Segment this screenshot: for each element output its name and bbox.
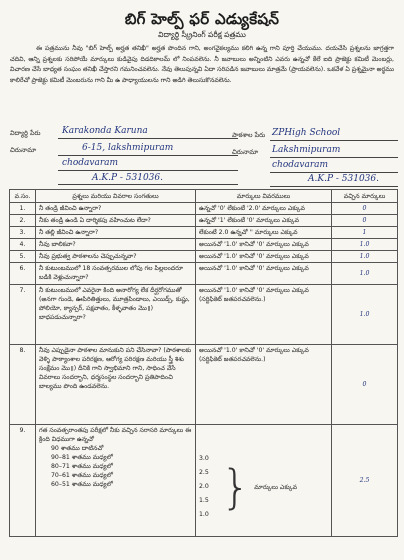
row-marks — [196, 425, 332, 537]
student-address-1: 6-15, lakshmipuram — [82, 143, 174, 153]
sub-marks-list — [199, 452, 221, 522]
form-title: బిగ్ హెల్ప్ ఫర్ ఎడ్యుకేషన్ — [124, 10, 280, 28]
row-score: 0 — [332, 215, 398, 227]
sub-mark: 3.0 — [199, 455, 209, 462]
student-address-3: A.K.P - 531036. — [92, 173, 163, 183]
header-score: వచ్చిన మార్కులు — [332, 190, 398, 203]
row-marks: లేకుంటే 2.0 ఉన్నచో '' మార్కులు ఎక్కువ — [196, 227, 332, 239]
screening-table — [9, 189, 398, 537]
school-address-3: A.K.P - 531036. — [308, 174, 379, 184]
form-subtitle: విద్యార్థి స్క్రీనింగ్ పరీక్ష పత్రము — [158, 30, 246, 39]
row-number: 3. — [10, 227, 36, 239]
row-score: 2.5 — [332, 425, 398, 537]
row-score: 1.0 — [332, 263, 398, 285]
table-row — [10, 215, 398, 227]
header-question: ప్రశ్నలు మరియు వివరాల సంగతులు — [36, 190, 196, 203]
school-name-line — [270, 140, 398, 141]
row-number: 5. — [10, 251, 36, 263]
school-address-line-2 — [270, 172, 398, 173]
table-row — [10, 251, 398, 263]
row-score: 1 — [332, 227, 398, 239]
row-question-text: గత సంవత్సరాంతపు పరీక్షలో నీకు వచ్చిన సరాసరి మార్కులు ఈ క్రింది విధముగా ఉన్నచో — [39, 427, 192, 443]
sub-mark: 1.0 — [199, 511, 209, 518]
row-number: 6. — [10, 263, 36, 285]
row-number: 7. — [10, 285, 36, 345]
student-name-line — [58, 138, 238, 139]
row-question — [36, 425, 196, 537]
row-marks: అయినచో '1.0' కానిచో '0' మార్కులు ఎక్కువ (సర్టిఫికెట్ జతపరచవలెను.) — [196, 345, 332, 425]
row-number: 2. — [10, 215, 36, 227]
row-question: నీవు బాలికవా? — [36, 239, 196, 251]
instructions-paragraph: ఈ పత్రమును నీవు "బిగ్ హెల్ప్ అర్హత తనిఖీ" అర్హత పొందిన గాని, అంగవైకల్యము కలిగి ఉన్న గాని పూర్తి చేయుము. దయచేసి ప్రశ్నలను జాగ్రత్తగా చదివి, ఆన్ని ప్రశ్నలకు సరిపోయే మార్కులు కుడివైపు దిడదికాలమ్ లో నింపవలెను. నీ జవాబులు అన్నింటిని ఎవరు ఉన్నచో కేలే ఐది ప్రాజెక్టు కమిటీ మెంబర్లు, విచారణ చేసే బాధ్యత సంఘం తనిఖీ చేస్తారని గమనించవలెను. నేవు తెలుపున్నవి ఏదా సరిపడిన జవాబులు మాత్రమే (ప్రాయవలెను). ఒకవేళ ఏ ప్రశ్నమైనా అర్థము కాలిరేచో ప్రాజెక్టు కమిటీ మెంబరును గాని మీ ఉ పాధ్యాయులను గాని అడిగి తెలుసుకొనవలెను. — [10, 45, 394, 84]
row-score: 1.0 — [332, 251, 398, 263]
student-address-line-3 — [58, 184, 238, 185]
row-score: 1.0 — [332, 285, 398, 345]
row-marks: అయినచో '1.0' కానిచో '0' మార్కులు ఎక్కువ — [196, 251, 332, 263]
percentage-item: 90–81 శాతము మధ్యలో — [51, 454, 113, 461]
percentage-list — [39, 444, 192, 489]
sub-marks-caption: మార్కులు ఎక్కువ — [254, 483, 297, 491]
student-address-2: chodavaram — [62, 158, 119, 168]
row-number: 4. — [10, 239, 36, 251]
row-marks: అయినచో '1.0' కానిచో '0' మార్కులు ఎక్కువ — [196, 239, 332, 251]
table-row — [10, 425, 398, 537]
row-number: 1. — [10, 203, 36, 215]
student-address-label: చిరునామా — [10, 146, 37, 154]
row-score: 0 — [332, 345, 398, 425]
percentage-item: 70–61 శాతము మధ్యలో — [51, 472, 113, 479]
row-question: నీ కుటుంబములో ఎవరైనా కింది అనారోగ్య లేక దీర్ఘరోగముతో (అనగా గుండె, ఊపిరితిత్తులు, మూత్రపిండాలు, ఎయిడ్స్, కుష్టు, పోలియో, క్యాన్సర్, పక్షవాతం, కీళ్ళవాతం మొ॥) బాధపడుచున్నారా? — [36, 285, 196, 345]
school-address-label: చిరునామా — [232, 148, 259, 156]
percentage-item: 60–51 శాతము మధ్యలో — [51, 481, 113, 488]
student-address-line-1 — [58, 155, 238, 156]
row-question: నీ తల్లి జీవించి ఉన్నారా? — [36, 227, 196, 239]
student-name-label: విద్యార్థి పేరు — [10, 129, 41, 137]
school-name-label: పాఠశాల పేరు — [232, 131, 266, 139]
student-name-value: Karakonda Karuna — [62, 126, 148, 136]
row-question: నీవు ప్రభుత్వ పాఠశాలను చెప్పుచున్నవా? — [36, 251, 196, 263]
sub-mark: 2.5 — [199, 469, 209, 476]
school-address-line-1 — [270, 157, 398, 158]
table-row — [10, 227, 398, 239]
row-question: నీ కుటుంబములో 18 సంవత్సరముల లోపు గల పిల్లలందరూ బడికి వెళ్లుచున్నారా? — [36, 263, 196, 285]
header-marks: మార్కులు వివరములు — [196, 190, 332, 203]
school-address-1: Lakshmipuram — [272, 145, 341, 155]
table-row — [10, 285, 398, 345]
student-address-line-2 — [58, 170, 238, 171]
row-marks: అయినచో '1.0' కానిచో '0' మార్కులు ఎక్కువ — [196, 263, 332, 285]
table-row — [10, 203, 398, 215]
row-number: 8. — [10, 345, 36, 425]
row-marks: అయినచో '1.0' కానిచో '0' మార్కులు ఎక్కువ (సర్టిఫికెట్ జతపరచవలెను.) — [196, 285, 332, 345]
percentage-item: 80–71 శాతము మధ్యలో — [51, 463, 113, 470]
row-marks: ఉన్నచో '1' లేకుంటే '0' మార్కులు ఎక్కువ — [196, 215, 332, 227]
school-address-line-3 — [270, 186, 398, 187]
row-question: నీవు ఎప్పుడైనా పాఠశాల మానుకుని పని చేసినావా? (పాఠశాలకు వెళ్ళి పాఠ్యాంశాల పరిరక్షణ, ఆరోగ్య పరిరక్షణ మరియు స్త్రీ శిశు సంక్షేమం మొ॥) దీనికి గాని స్వాభిమాని గాని, సాధించ వేసే వివరాలు సందర్భాని, ధర్మసంస్థల సందర్భాని ప్రతిపాదించి బాల్యము పొంది ఉండవలెను. — [36, 345, 196, 425]
sub-mark: 1.5 — [199, 497, 209, 504]
school-name-value: ZPHigh School — [272, 128, 341, 138]
school-address-2: chodavaram — [272, 160, 329, 170]
brace-icon: } — [221, 460, 251, 514]
table-row — [10, 263, 398, 285]
sub-mark: 2.0 — [199, 483, 209, 490]
row-question: నీ తండ్రి జీవించి ఉన్నారా? — [36, 203, 196, 215]
header-serial: వ.సం. — [10, 190, 36, 203]
row-score: 1.0 — [332, 239, 398, 251]
row-number: 9. — [10, 425, 36, 537]
table-header-row — [10, 190, 398, 203]
table-row — [10, 345, 398, 425]
percentage-item: 90 శాతము దాటినచో — [51, 445, 104, 452]
table-row — [10, 239, 398, 251]
row-score: 0 — [332, 203, 398, 215]
row-question: నీకు తండ్రి ఉండి ఏ దార్శికపు వహించుట లేదా? — [36, 215, 196, 227]
row-marks: ఉన్నచో '0' లేకుంటే '2.0' మార్కులు ఎక్కువ — [196, 203, 332, 215]
